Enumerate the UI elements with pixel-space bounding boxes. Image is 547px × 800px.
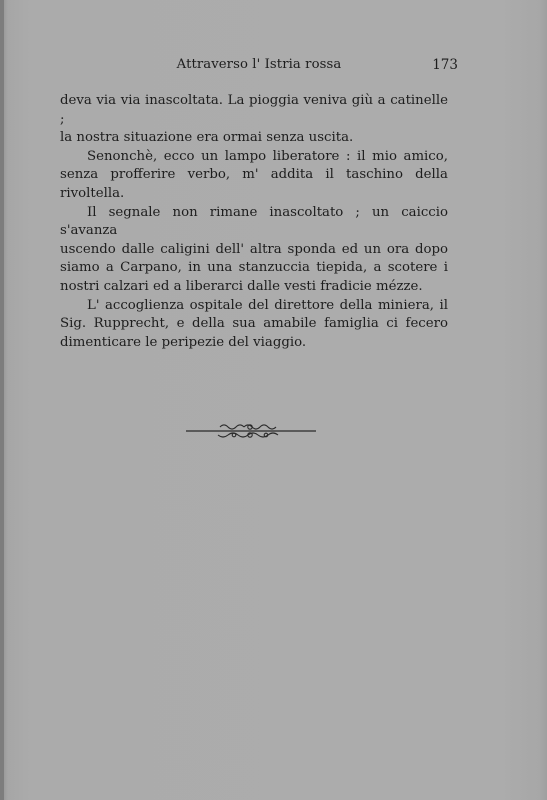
- decorative-scroll-divider-icon: [186, 420, 316, 442]
- text-line: Il segnale non rimane inascoltato ; un caiccio s'avanza: [60, 204, 448, 239]
- text-line: deva via via inascoltata. La pioggia veniva giù a catinelle ;: [60, 93, 448, 127]
- text-line: nostri calzari ed a liberarci dalle vesti fradicie mézze.: [60, 278, 423, 294]
- text-line: dimenticare le peripezie del viaggio.: [60, 334, 307, 350]
- running-title: Attraverso l' Istria rossa: [176, 57, 342, 72]
- text-line: L' accoglienza ospitale del direttore della miniera, il: [87, 297, 448, 313]
- text-line: Sig. Rupprecht, e della sua amabile famiglia ci fecero: [60, 316, 448, 332]
- page-edge-shadow: [0, 0, 4, 800]
- text-line: la nostra situazione era ormai senza uscita.: [60, 130, 354, 146]
- body-text: [60, 92, 448, 352]
- text-line: Senonchè, ecco un lampo liberatore : il mio amico,: [87, 148, 448, 164]
- text-line: senza profferire verbo, m' addita il taschino della rivoltella.: [60, 167, 448, 201]
- text-line: uscendo dalle caligini dell' altra sponda ed un ora dopo: [60, 241, 448, 257]
- text-line: siamo a Carpano, in una stanzuccia tiepida, a scotere i: [60, 260, 448, 276]
- page-header: [60, 57, 458, 77]
- page-number: 173: [432, 57, 458, 73]
